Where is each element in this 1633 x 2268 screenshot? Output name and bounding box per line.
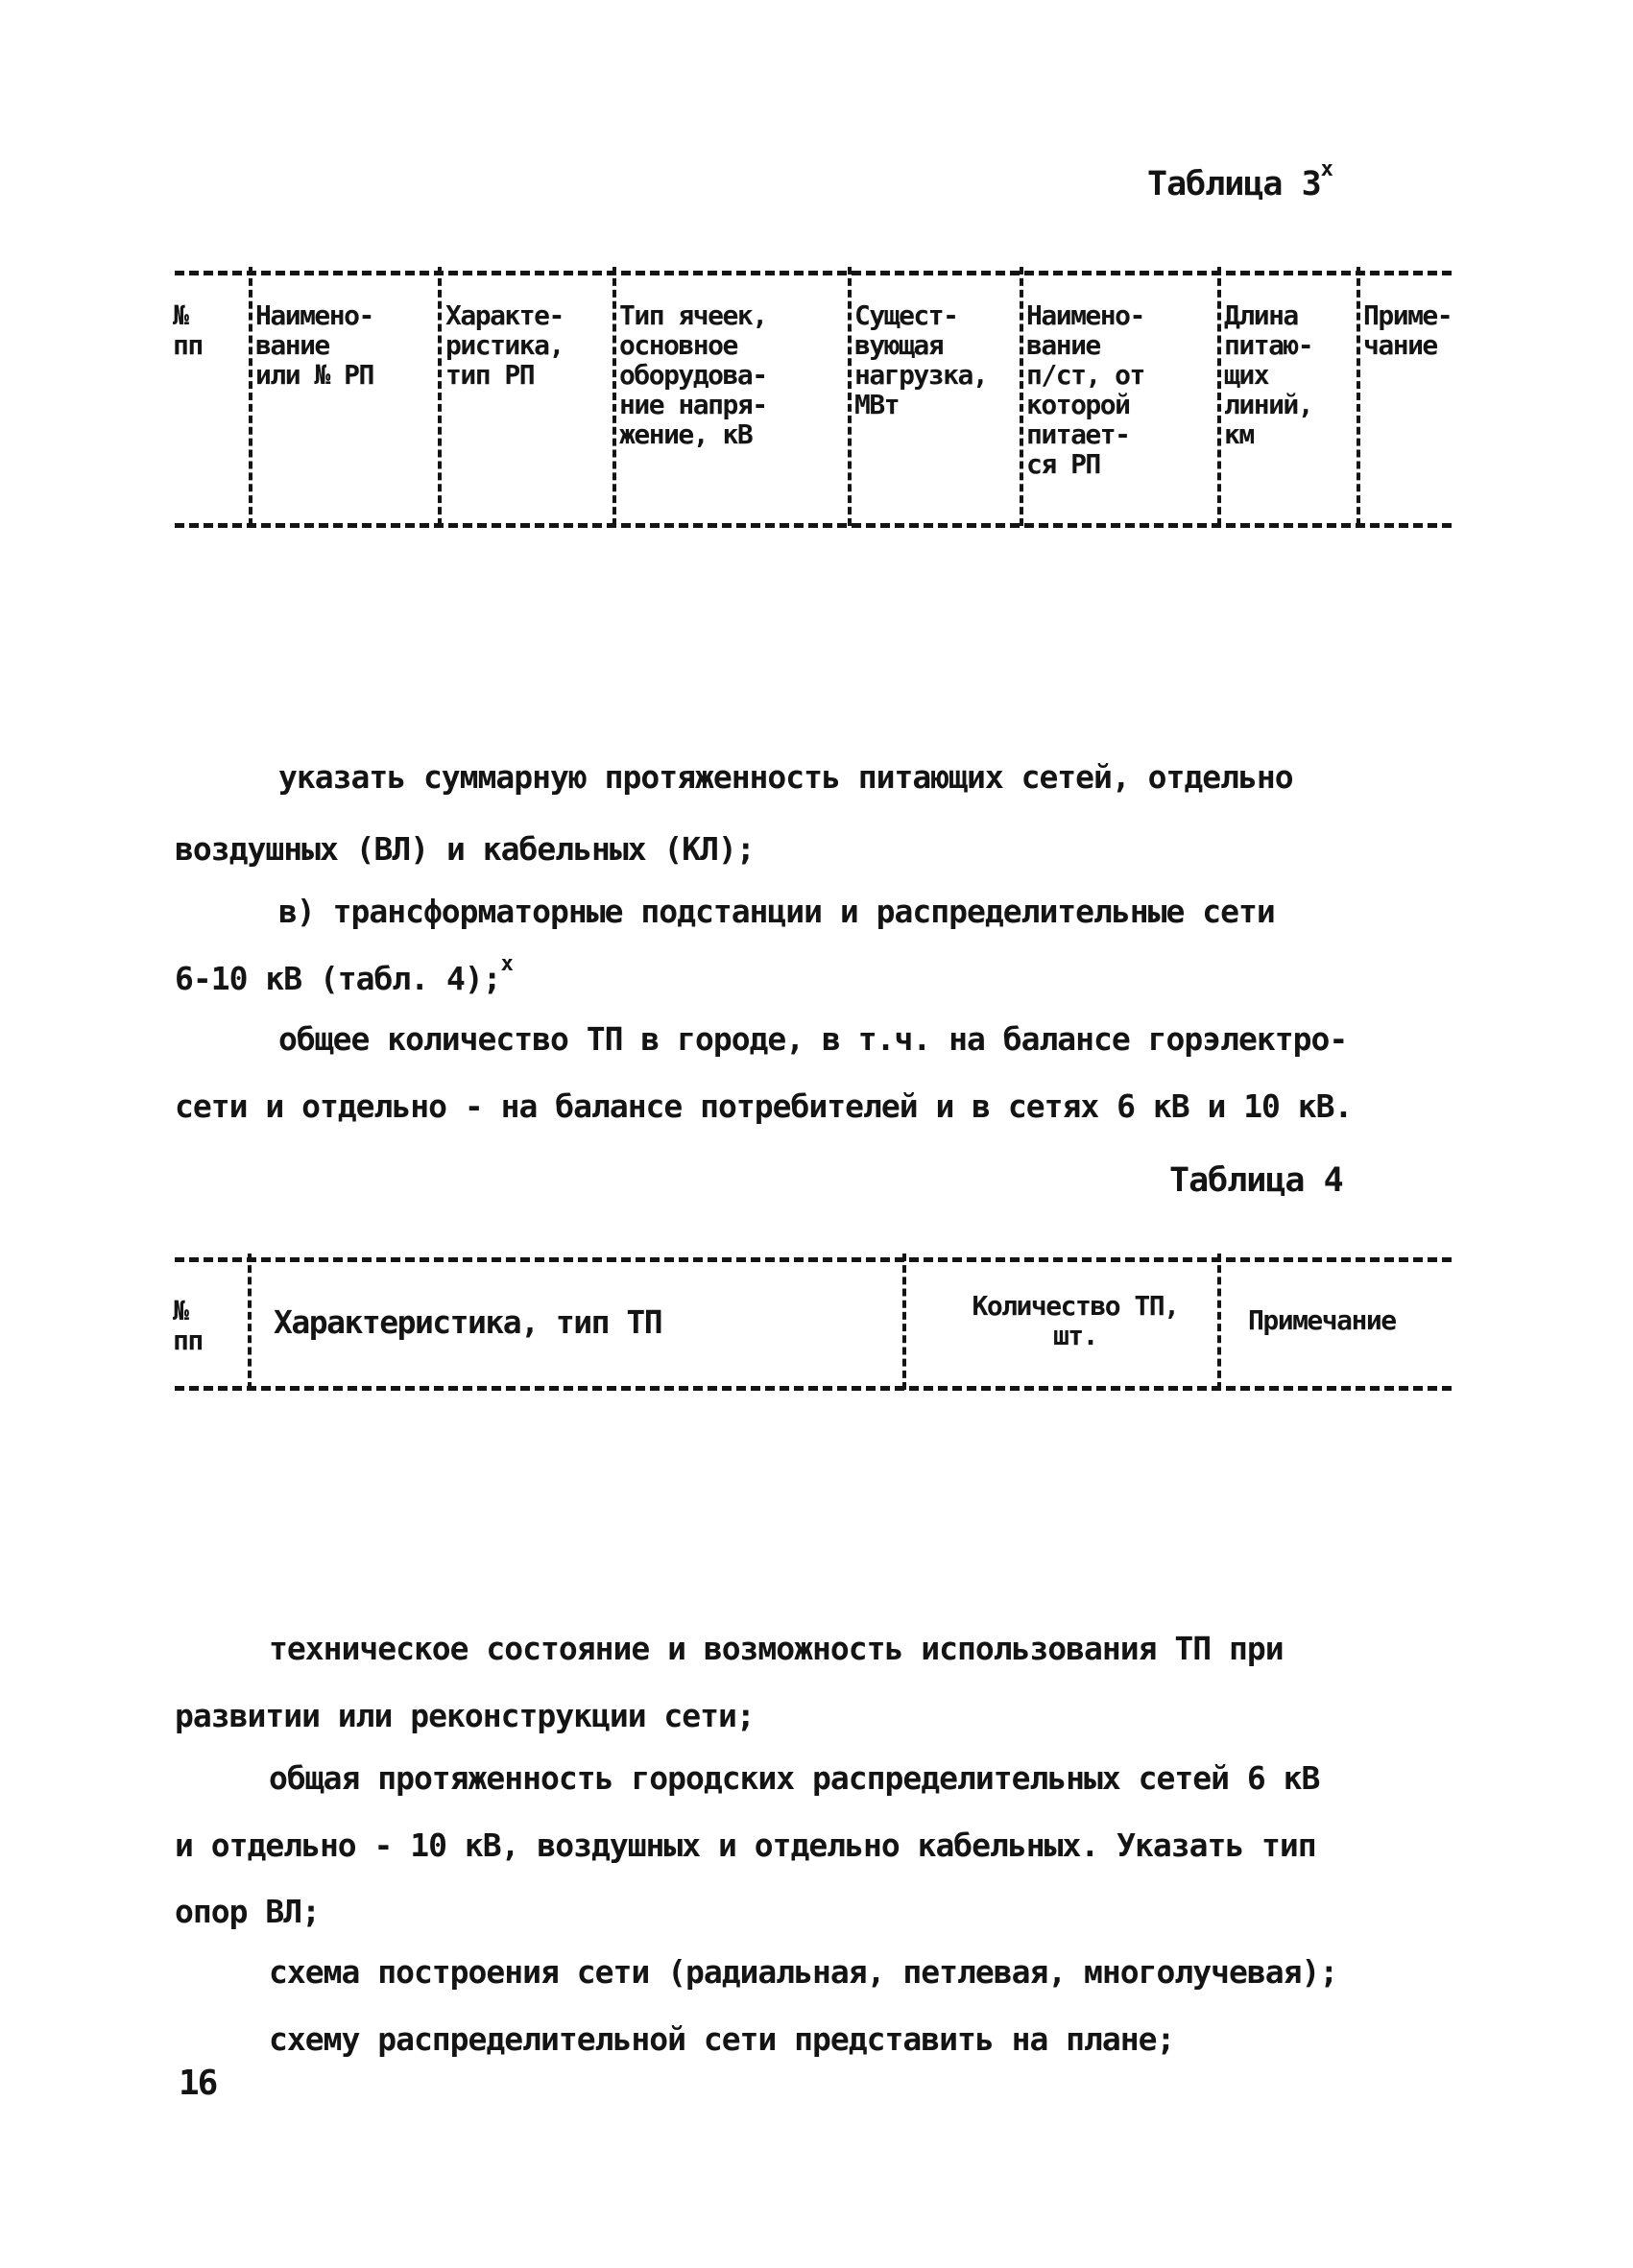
- paragraph-footnote-mark: x: [500, 952, 513, 976]
- table3-header-name: Наимено- вание или № РП: [255, 299, 373, 391]
- table4-col-divider: [902, 1253, 906, 1390]
- paragraph-line: опор ВЛ;: [175, 1893, 320, 1930]
- table3-header-cell-type: Тип ячеек, основное оборудова- ние напря- жение, кВ: [619, 299, 767, 450]
- paragraph-line: указать суммарную протяженность питающих сетей, отдельно: [278, 758, 1293, 796]
- table3-col-divider: [1217, 267, 1221, 526]
- table3-bottom-rule: [175, 523, 1452, 528]
- table3-col-divider: [612, 267, 616, 526]
- table3-header-line-length: Длина питаю- щих линий, км: [1224, 299, 1313, 450]
- paragraph-line: схему распределительной сети представить на плане;: [269, 2020, 1175, 2058]
- table4-col-divider: [248, 1253, 252, 1390]
- paragraph-line: схема построения сети (радиальная, петлевая, многолучевая);: [269, 1953, 1338, 1991]
- table3-col-divider: [438, 267, 442, 526]
- table4-header-no: № пп: [173, 1295, 203, 1356]
- paragraph-line: общее количество ТП в городе, в т.ч. на балансе горэлектро-: [278, 1020, 1348, 1058]
- table3-top-rule: [175, 271, 1452, 275]
- paragraph-line: сети и отдельно - на балансе потребителей и в сетях 6 кВ и 10 кВ.: [175, 1087, 1353, 1125]
- paragraph-line: [175, 952, 513, 997]
- paragraph-line: общая протяженность городских распределительных сетей 6 кВ: [269, 1759, 1320, 1797]
- table3-caption-mark: x: [1320, 157, 1333, 181]
- paragraph-line: развитии или реконструкции сети;: [175, 1697, 755, 1734]
- paragraph-text: 6-10 кВ (табл. 4);: [175, 960, 501, 997]
- table4-top-rule: [175, 1257, 1452, 1262]
- table3-col-divider: [1357, 267, 1360, 526]
- table3-col-divider: [848, 267, 852, 526]
- table3-caption-text: Таблица 3: [1147, 165, 1321, 203]
- paragraph-line: в) трансформаторные подстанции и распределительные сети: [278, 893, 1275, 930]
- table3-caption: [1147, 157, 1333, 203]
- table3-header-note: Приме- чание: [1363, 299, 1453, 361]
- table3-header-load: Сущест- вующая нагрузка, МВт: [854, 299, 988, 420]
- table3-col-divider: [1020, 267, 1023, 526]
- table3-header-characteristic: Характе- ристика, тип РП: [445, 299, 564, 391]
- table4-col-divider: [1217, 1253, 1221, 1390]
- paragraph-line: воздушных (ВЛ) и кабельных (КЛ);: [175, 830, 755, 868]
- table4-bottom-rule: [175, 1386, 1452, 1391]
- table3-col-divider: [249, 267, 252, 526]
- table4-header-characteristic: Характеристика, тип ТП: [274, 1303, 662, 1341]
- table4-caption: Таблица 4: [1169, 1161, 1343, 1200]
- table3-header-substation: Наимено- вание п/ст, от которой питает- ся РП: [1026, 299, 1144, 480]
- table3-header-no: № пп: [173, 299, 203, 361]
- table4-header-note: Примечание: [1248, 1304, 1396, 1336]
- paragraph-line: техническое состояние и возможность использования ТП при: [269, 1630, 1284, 1667]
- paragraph-line: и отдельно - 10 кВ, воздушных и отдельно кабельных. Указать тип: [175, 1826, 1316, 1864]
- table4-header-quantity: Количество ТП, шт.: [972, 1290, 1179, 1351]
- page-number: 16: [179, 2064, 217, 2103]
